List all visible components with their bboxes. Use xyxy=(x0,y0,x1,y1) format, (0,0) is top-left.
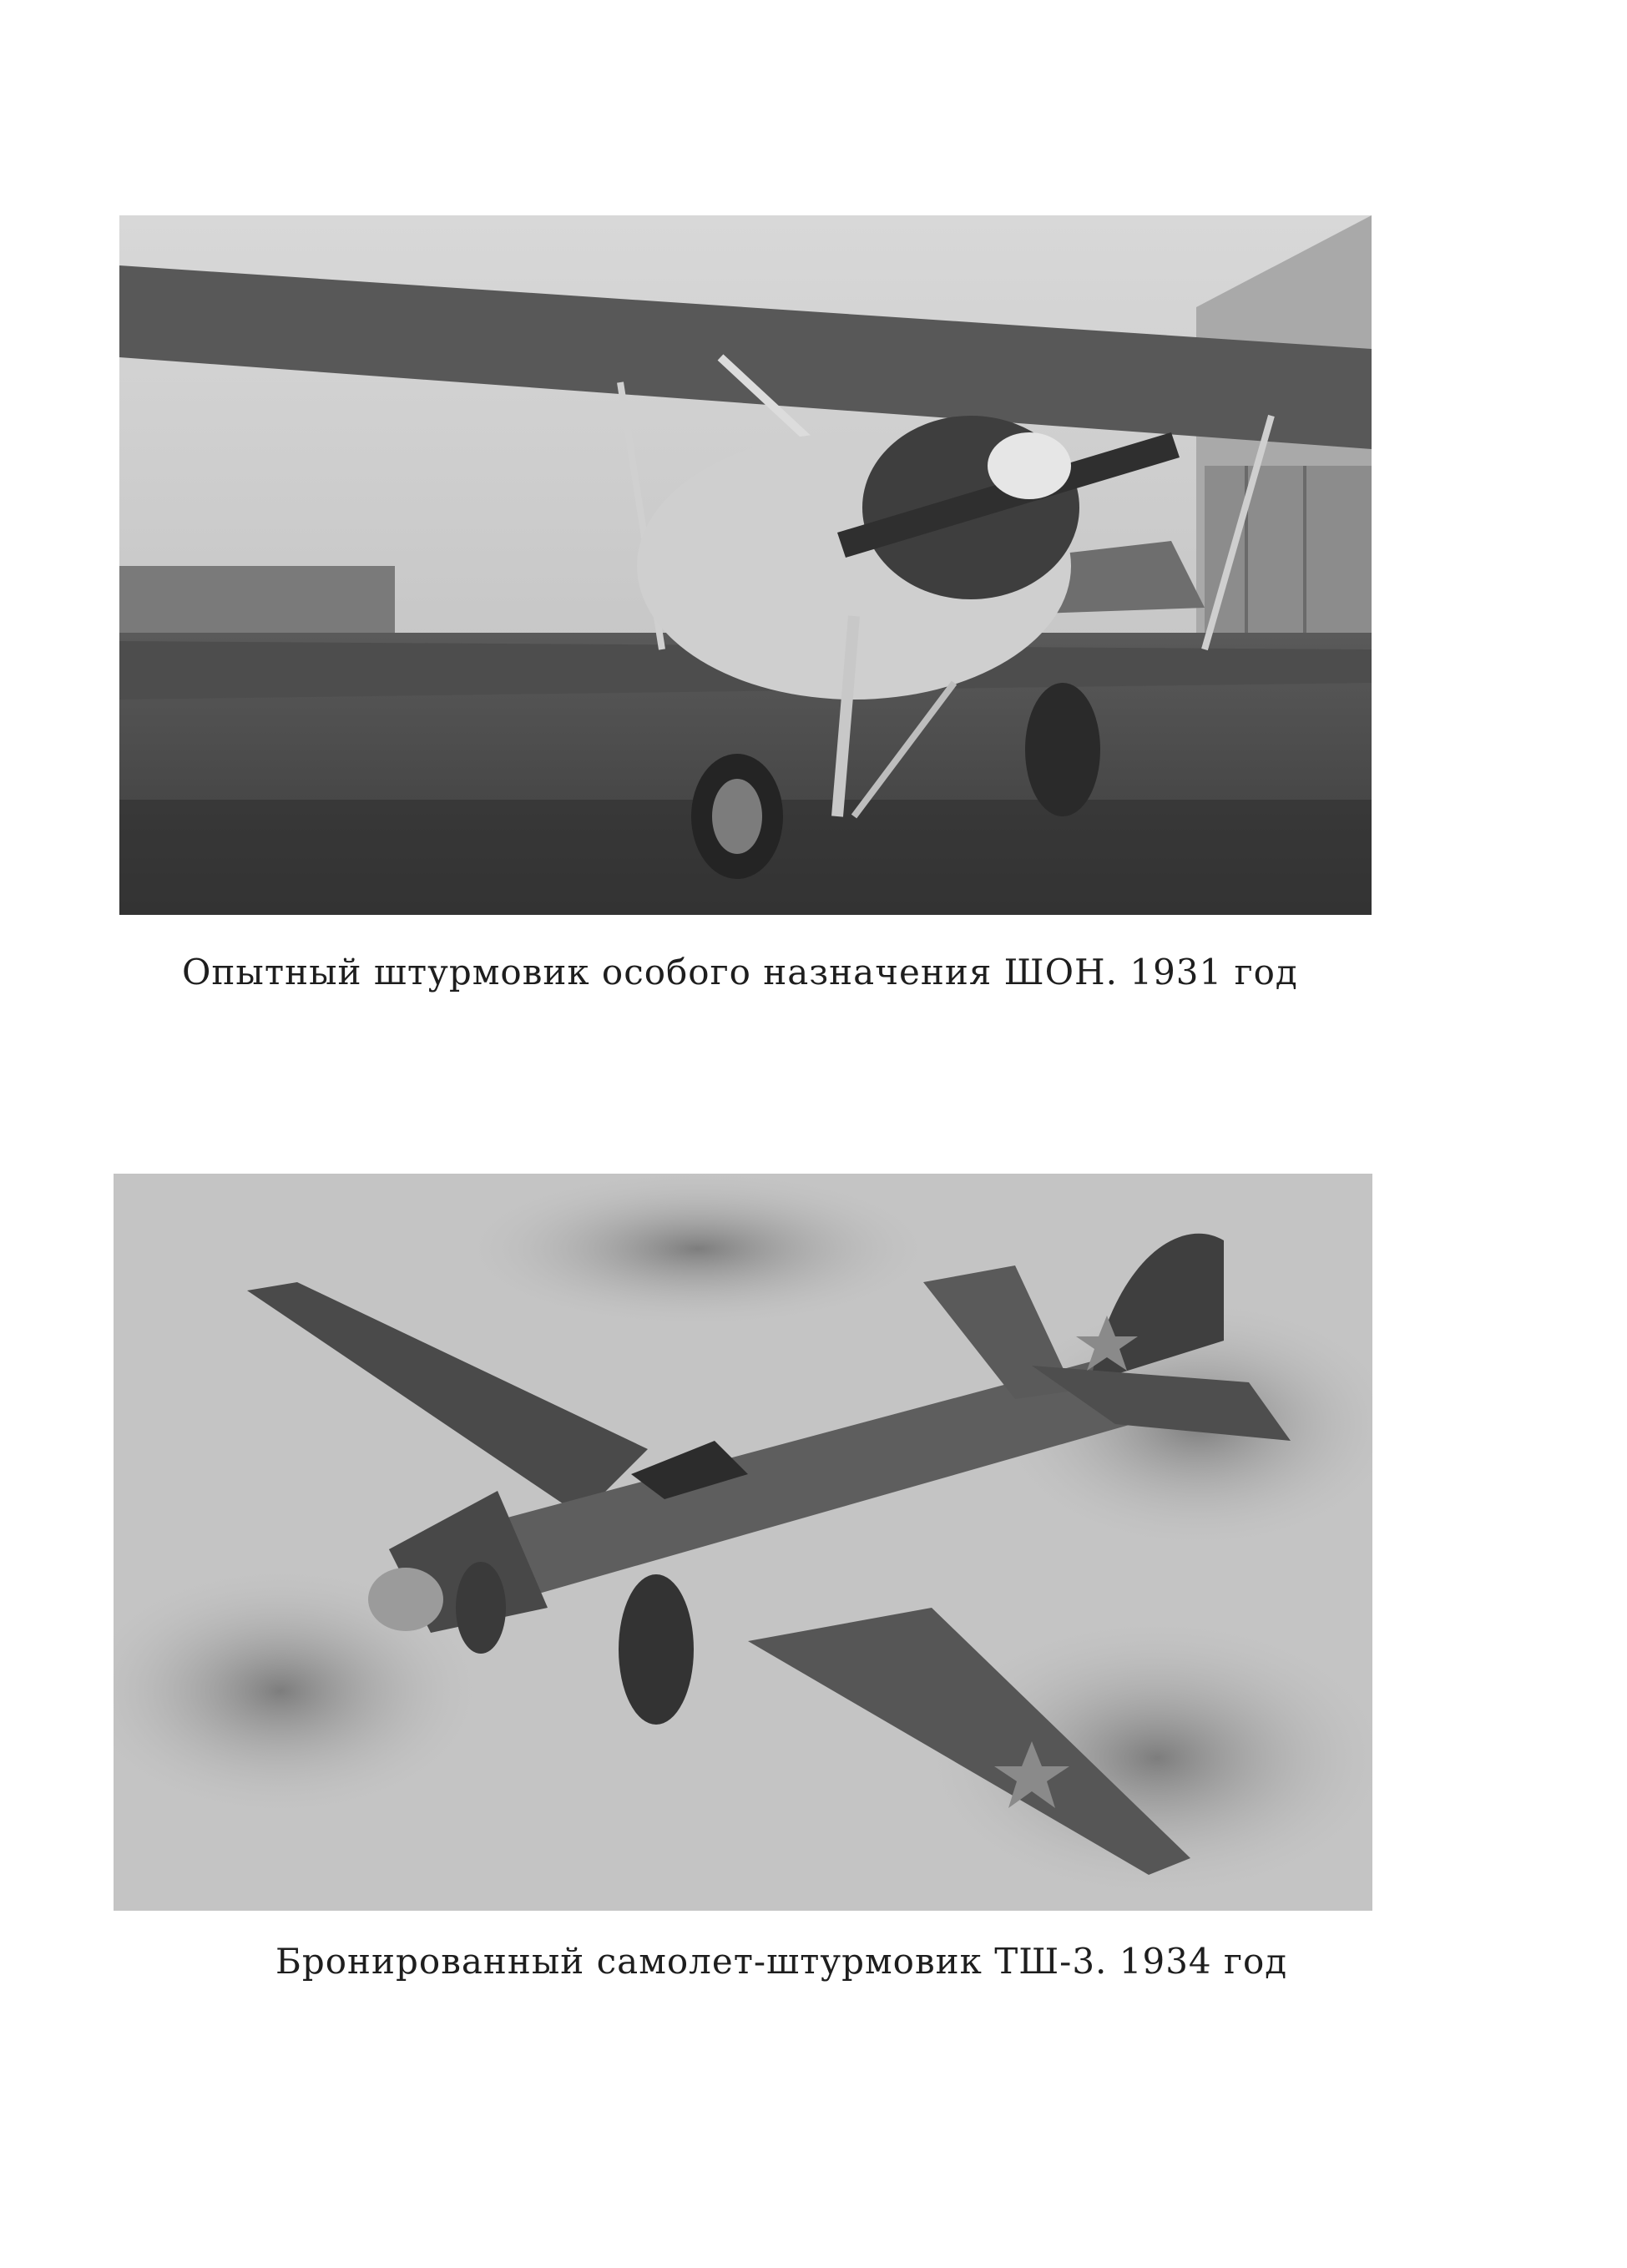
figure-photo-shon xyxy=(119,215,1372,915)
figure-caption-shon: Опытный штурмовик особого назначения ШОН. 1931 год xyxy=(182,952,1298,993)
figure-caption-tsh3: Бронированный самолет-штурмовик ТШ-3. 1934 год xyxy=(275,1941,1288,1982)
figure-illustration-tsh3 xyxy=(114,1174,1372,1911)
monoplane-illustration xyxy=(114,1174,1372,1911)
biplane-photo xyxy=(119,215,1372,915)
